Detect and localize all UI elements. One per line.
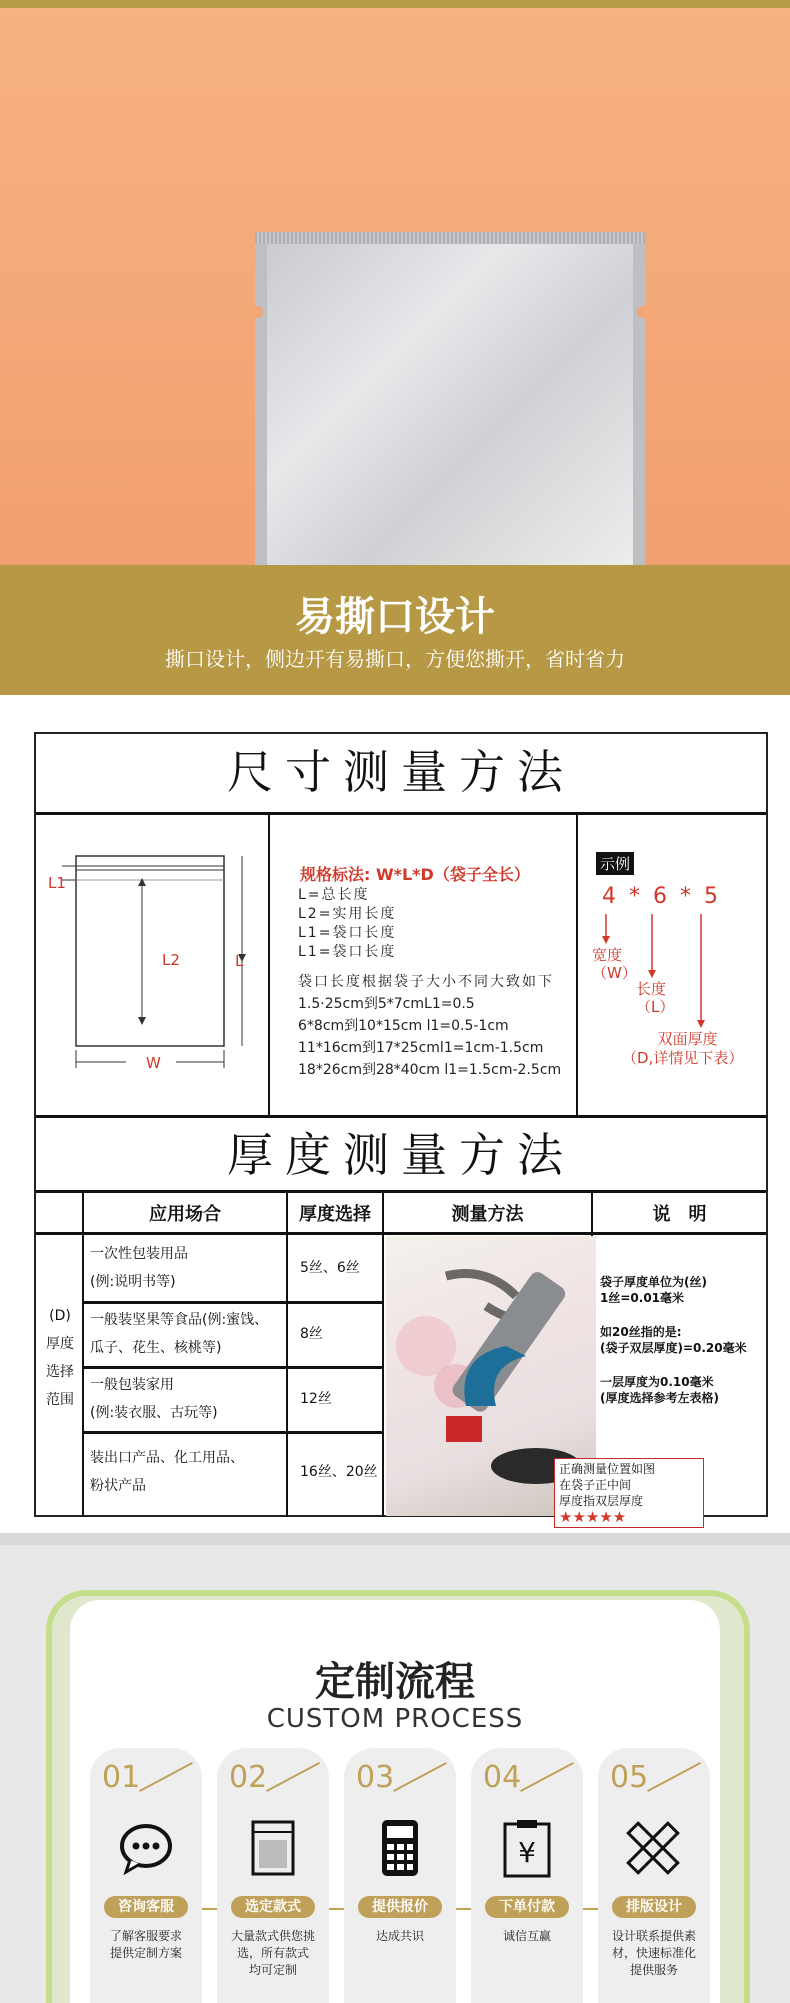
row-thickness: 8丝 [300,1326,323,1342]
process-title: 定制流程 [315,1659,475,1705]
label-l: L [235,952,244,970]
header-scene: 应用场合 [149,1204,221,1225]
side-label: (D) 厚度 选择 范围 [46,1308,74,1408]
hero-top-strip [0,0,790,8]
process-step-3: 03 提供报价 达成共识 [344,1748,456,2003]
calculator-icon [370,1818,430,1878]
section-divider [0,1533,790,1545]
table-row: 一般装坚果等食品(例:蜜饯、 瓜子、花生、核桃等) [90,1312,269,1356]
label-l2: L2 [162,951,180,969]
rating-stars: ★★★★★ [559,1508,627,1526]
label-w: W [146,1054,161,1072]
bag-icon [243,1818,303,1878]
spec-lines: L=总长度 L2=实用长度 L1=袋口长度 L1=袋口长度 [298,887,397,960]
table-row: 一次性包装用品 (例:说明书等) [90,1246,188,1290]
design-tools-icon [624,1818,684,1878]
row-thickness: 16丝、20丝 [300,1464,378,1480]
feature-title: 易撕口设计 [295,594,495,640]
thickness-notes: 袋子厚度单位为(丝) 1丝=0.01毫米 如20丝指的是: (袋子双层厚度)=0.20毫米 一层厚度为0.10毫米 (厚度选择参考左表格) [600,1275,747,1405]
example-tag: 示例 [596,852,634,875]
example-formula: 4 * 6 * 5 [602,884,721,909]
step-label: 下单付款 [485,1896,569,1918]
measurement-table [34,732,768,1526]
size-method-title: 尺寸测量方法 [227,745,575,799]
label-l1: L1 [48,874,66,892]
step-label: 咨询客服 [104,1896,188,1918]
header-thickness: 厚度选择 [299,1204,371,1225]
step-label: 选定款式 [231,1896,315,1918]
example-width: 宽度 （W） [592,946,637,982]
example-depth: 双面厚度 （D,详情见下表） [622,1030,744,1067]
table-row: 装出口产品、化工用品、 粉状产品 [90,1450,244,1494]
row-thickness: 12丝 [300,1391,332,1407]
range-list: 袋口长度根据袋子大小不同大致如下 1.5·25cm到5*7cmL1=0.5 6*8cm到10*15cm l1=0.5-1cm 11*16cm到17*25cml1=1cm-1.5cm 18*26cm到28*40cm l1=1.5cm-2.5cm [298,974,562,1078]
svg-text:¥: ¥ [518,1836,536,1869]
process-step-2: 02 选定款式 大量款式供您挑 选，所有款式 均可定制 [217,1748,329,2003]
chat-icon [116,1818,176,1878]
feature-subtitle: 撕口设计，侧边开有易撕口，方便您撕开，省时省力 [165,647,625,671]
feature-banner [0,565,790,695]
table-row: 一般包装家用 (例:装衣服、古玩等) [90,1377,218,1421]
foil-pouch-image [255,232,645,565]
row-thickness: 5丝、6丝 [300,1260,360,1276]
spec-title: 规格标法: W*L*D（袋子全长） [300,865,530,884]
step-label: 排版设计 [612,1896,696,1918]
process-step-4: 04 ¥ 下单付款 诚信互赢 [471,1748,583,2003]
example-length: 长度 （L） [636,980,675,1016]
process-step-1: 01 咨询客服 了解客服要求 提供定制方案 [90,1748,202,2003]
header-note: 说 明 [652,1204,707,1225]
header-method: 测量方法 [451,1204,524,1225]
photo-caption: 正确测量位置如图 在袋子正中间 厚度指双层厚度 ★★★★★ [554,1458,704,1528]
process-step-5: 05 排版设计 设计联系提供素 材，快速标准化 提供服务 [598,1748,710,2003]
tear-notch-right [637,306,647,318]
process-subtitle: CUSTOM PROCESS [266,1704,524,1734]
yuan-clipboard-icon [497,1818,557,1878]
step-label: 提供报价 [358,1896,442,1918]
tear-notch-left [253,306,263,318]
thickness-method-title: 厚度测量方法 [227,1128,575,1182]
